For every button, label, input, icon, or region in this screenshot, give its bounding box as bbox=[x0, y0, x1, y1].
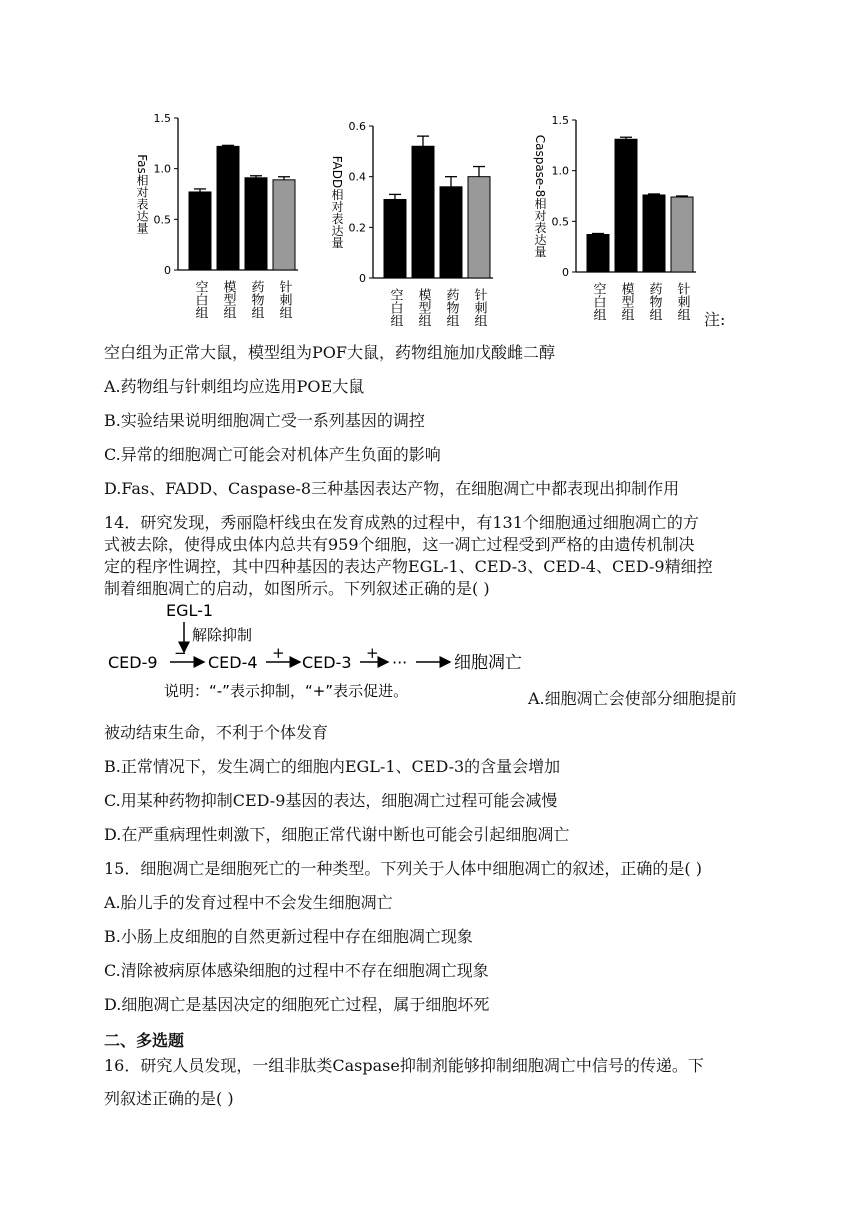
y-tick-label: 1.0 bbox=[153, 162, 171, 176]
category-label: 药物组 bbox=[248, 280, 264, 319]
q15-option-d: D.细胞凋亡是基因决定的细胞死亡过程，属于细胞坏死 bbox=[104, 995, 490, 1014]
ced3-label: CED-3 bbox=[302, 653, 352, 672]
y-tick-label: 1.5 bbox=[153, 112, 171, 125]
q14-option-b: B.正常情况下，发生凋亡的细胞内EGL-1、CED-3的含量会增加 bbox=[104, 757, 561, 776]
ced-pathway-diagram bbox=[104, 600, 534, 706]
ced4-label: CED-4 bbox=[208, 653, 258, 672]
q14-stem-line4: 制着细胞凋亡的启动，如图所示。下列叙述正确的是( ) bbox=[104, 579, 490, 598]
q16-stem-line1: 16．研究人员发现，一组非肽类Caspase抑制剂能够抑制细胞凋亡中信号的传递。下 bbox=[104, 1056, 704, 1075]
apoptosis-label: 细胞凋亡 bbox=[454, 653, 522, 673]
category-label: 模型组 bbox=[220, 280, 236, 319]
minus-sign: − bbox=[174, 644, 187, 662]
ced9-label: CED-9 bbox=[108, 653, 158, 672]
ellipsis: ··· bbox=[392, 653, 408, 672]
y-axis-label: FADD相对表达量 bbox=[330, 155, 344, 249]
q14-stem-line3: 定的程序性调控，其中四种基因的表达产物EGL-1、CED-3、CED-4、CED-9精细控 bbox=[104, 557, 713, 576]
q14-option-a-line2: 被动结束生命，不利于个体发育 bbox=[104, 723, 329, 742]
bar bbox=[671, 197, 693, 272]
plus-sign-2: + bbox=[366, 644, 379, 662]
q14-stem-line1: 14．研究发现，秀丽隐杆线虫在发育成熟的过程中，有131个细胞通过细胞凋亡的方 bbox=[104, 513, 699, 532]
q16-stem-line2: 列叙述正确的是( ) bbox=[104, 1089, 234, 1108]
bar bbox=[273, 180, 295, 270]
y-tick-label: 0 bbox=[562, 266, 569, 279]
y-tick-label: 1.0 bbox=[551, 164, 569, 178]
category-label: 空白组 bbox=[192, 280, 208, 319]
y-axis-label: Fas相对表达量 bbox=[135, 154, 149, 234]
bar bbox=[587, 235, 609, 272]
category-label: 空白组 bbox=[590, 282, 606, 321]
bar bbox=[245, 178, 267, 270]
bar bbox=[189, 192, 211, 270]
bar bbox=[412, 146, 434, 278]
q13-option-d: D.Fas、FADD、Caspase-8三种基因表达产物，在细胞凋亡中都表现出抑制作用 bbox=[104, 479, 680, 498]
y-tick-label: 0.5 bbox=[551, 215, 569, 229]
q14-option-c: C.用某种药物抑制CED-9基因的表达，细胞凋亡过程可能会减慢 bbox=[104, 791, 558, 810]
y-tick-label: 0.6 bbox=[348, 120, 366, 133]
q15-option-b: B.小肠上皮细胞的自然更新过程中存在细胞凋亡现象 bbox=[104, 927, 473, 946]
y-tick-label: 0.2 bbox=[348, 221, 366, 235]
plus-sign-1: + bbox=[272, 644, 285, 662]
q13-option-a: A.药物组与针刺组均应选用POE大鼠 bbox=[104, 377, 365, 396]
category-label: 模型组 bbox=[415, 288, 431, 327]
q13-note: 空白组为正常大鼠，模型组为POF大鼠，药物组施加戊酸雌二醇 bbox=[104, 343, 555, 362]
bar bbox=[643, 195, 665, 272]
bar bbox=[440, 187, 462, 278]
q15-option-c: C.清除被病原体感染细胞的过程中不存在细胞凋亡现象 bbox=[104, 961, 489, 980]
bar bbox=[615, 139, 637, 272]
fadd-bar-chart bbox=[325, 118, 505, 333]
section-title-multiple-choice: 二、多选题 bbox=[104, 1031, 185, 1050]
category-label: 药物组 bbox=[443, 288, 459, 327]
q14-stem-line2: 式被去除，使得成虫体内总共有959个细胞，这一凋亡过程受到严格的由遗传机制决 bbox=[104, 535, 695, 554]
q15-stem: 15．细胞凋亡是细胞死亡的一种类型。下列关于人体中细胞凋亡的叙述，正确的是( ) bbox=[104, 859, 702, 878]
y-axis-label: Caspase-8相对表达量 bbox=[533, 134, 547, 258]
y-tick-label: 0.4 bbox=[348, 170, 366, 184]
q14-option-d: D.在严重病理性刺激下，细胞正常代谢中断也可能会引起细胞凋亡 bbox=[104, 825, 570, 844]
category-label: 药物组 bbox=[646, 282, 662, 321]
bar bbox=[468, 177, 490, 278]
release-inhibition-label: 解除抑制 bbox=[192, 626, 253, 644]
y-tick-label: 0.5 bbox=[153, 213, 171, 227]
bar bbox=[384, 199, 406, 278]
category-label: 针刺组 bbox=[471, 288, 487, 327]
category-label: 针刺组 bbox=[276, 280, 292, 319]
q14-option-a-line1: A.细胞凋亡会使部分细胞提前 bbox=[528, 689, 737, 708]
caspase8-bar-chart bbox=[528, 112, 708, 332]
y-tick-label: 1.5 bbox=[551, 114, 569, 127]
category-label: 空白组 bbox=[387, 288, 403, 327]
egl1-label: EGL-1 bbox=[166, 601, 214, 620]
fas-bar-chart bbox=[130, 110, 310, 335]
charts-note: 注: bbox=[704, 310, 726, 329]
bar bbox=[217, 146, 239, 270]
y-tick-label: 0 bbox=[164, 264, 171, 277]
y-tick-label: 0 bbox=[359, 272, 366, 285]
q13-option-c: C.异常的细胞凋亡可能会对机体产生负面的影响 bbox=[104, 445, 441, 464]
category-label: 针刺组 bbox=[674, 282, 690, 321]
q15-option-a: A.胎儿手的发育过程中不会发生细胞凋亡 bbox=[104, 893, 393, 912]
diagram-legend: 说明：“-”表示抑制，“+”表示促进。 bbox=[164, 682, 409, 700]
category-label: 模型组 bbox=[618, 282, 634, 321]
q13-option-b: B.实验结果说明细胞凋亡受一系列基因的调控 bbox=[104, 411, 425, 430]
